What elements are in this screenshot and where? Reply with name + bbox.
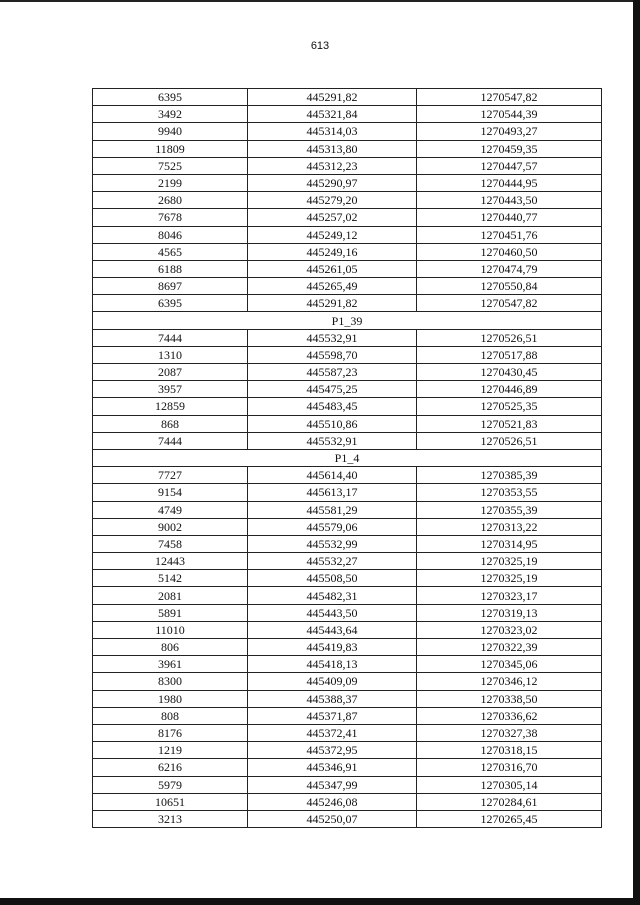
point-number-cell: 3957 (93, 381, 248, 398)
x-coordinate-cell: 445249,16 (248, 243, 417, 260)
y-coordinate-cell: 1270325,19 (417, 570, 602, 587)
point-number-cell: 4749 (93, 501, 248, 518)
table-row (93, 467, 602, 484)
table-row (93, 707, 602, 724)
section-label: P1_4 (93, 449, 602, 466)
y-coordinate-cell: 1270430,45 (417, 364, 602, 381)
x-coordinate-cell: 445614,40 (248, 467, 417, 484)
table-row (93, 381, 602, 398)
x-coordinate-cell: 445250,07 (248, 810, 417, 827)
table-row (93, 415, 602, 432)
table-row (93, 192, 602, 209)
table-row (93, 278, 602, 295)
point-number-cell: 5142 (93, 570, 248, 587)
table-row (93, 329, 602, 346)
table-row (93, 553, 602, 570)
table-row (93, 673, 602, 690)
y-coordinate-cell: 1270336,62 (417, 707, 602, 724)
table-row (93, 398, 602, 415)
point-number-cell: 7444 (93, 329, 248, 346)
table-row (93, 157, 602, 174)
table-row (93, 174, 602, 191)
x-coordinate-cell: 445510,86 (248, 415, 417, 432)
point-number-cell: 6395 (93, 295, 248, 312)
x-coordinate-cell: 445581,29 (248, 501, 417, 518)
x-coordinate-cell: 445508,50 (248, 570, 417, 587)
x-coordinate-cell: 445482,31 (248, 587, 417, 604)
point-number-cell: 7525 (93, 157, 248, 174)
point-number-cell: 8697 (93, 278, 248, 295)
scan-edge-right (633, 0, 640, 905)
page-number: 613 (310, 40, 330, 52)
x-coordinate-cell: 445371,87 (248, 707, 417, 724)
x-coordinate-cell: 445249,12 (248, 226, 417, 243)
table-row (93, 587, 602, 604)
table-row (93, 123, 602, 140)
table-row (93, 501, 602, 518)
point-number-cell: 5891 (93, 604, 248, 621)
y-coordinate-cell: 1270525,35 (417, 398, 602, 415)
point-number-cell: 10651 (93, 793, 248, 810)
scan-edge-bottom (0, 898, 640, 905)
point-number-cell: 1310 (93, 346, 248, 363)
point-number-cell: 12443 (93, 553, 248, 570)
table-row (93, 656, 602, 673)
point-number-cell: 2087 (93, 364, 248, 381)
scan-edge-top (0, 0, 640, 2)
y-coordinate-cell: 1270526,51 (417, 329, 602, 346)
x-coordinate-cell: 445246,08 (248, 793, 417, 810)
x-coordinate-cell: 445346,91 (248, 759, 417, 776)
point-number-cell: 6395 (93, 89, 248, 106)
x-coordinate-cell: 445579,06 (248, 518, 417, 535)
y-coordinate-cell: 1270313,22 (417, 518, 602, 535)
point-number-cell: 7727 (93, 467, 248, 484)
y-coordinate-cell: 1270323,17 (417, 587, 602, 604)
table-row (93, 570, 602, 587)
table-row (93, 260, 602, 277)
point-number-cell: 11809 (93, 140, 248, 157)
table-row (93, 140, 602, 157)
table-row (93, 759, 602, 776)
y-coordinate-cell: 1270443,50 (417, 192, 602, 209)
table-row (93, 518, 602, 535)
y-coordinate-cell: 1270323,02 (417, 621, 602, 638)
point-number-cell: 7444 (93, 432, 248, 449)
y-coordinate-cell: 1270316,70 (417, 759, 602, 776)
table-row (93, 106, 602, 123)
point-number-cell: 8300 (93, 673, 248, 690)
x-coordinate-cell: 445587,23 (248, 364, 417, 381)
table-row (93, 724, 602, 741)
y-coordinate-cell: 1270355,39 (417, 501, 602, 518)
x-coordinate-cell: 445532,99 (248, 535, 417, 552)
x-coordinate-cell: 445483,45 (248, 398, 417, 415)
table-row (93, 690, 602, 707)
table-row (93, 484, 602, 501)
x-coordinate-cell: 445419,83 (248, 639, 417, 656)
x-coordinate-cell: 445321,84 (248, 106, 417, 123)
y-coordinate-cell: 1270325,19 (417, 553, 602, 570)
y-coordinate-cell: 1270451,76 (417, 226, 602, 243)
table-row (93, 604, 602, 621)
table-row (93, 535, 602, 552)
x-coordinate-cell: 445312,23 (248, 157, 417, 174)
x-coordinate-cell: 445443,64 (248, 621, 417, 638)
y-coordinate-cell: 1270353,55 (417, 484, 602, 501)
point-number-cell: 2199 (93, 174, 248, 191)
y-coordinate-cell: 1270526,51 (417, 432, 602, 449)
point-number-cell: 7678 (93, 209, 248, 226)
x-coordinate-cell: 445257,02 (248, 209, 417, 226)
x-coordinate-cell: 445613,17 (248, 484, 417, 501)
table-row (93, 639, 602, 656)
point-number-cell: 7458 (93, 535, 248, 552)
section-label: P1_39 (93, 312, 602, 329)
point-number-cell: 3961 (93, 656, 248, 673)
point-number-cell: 12859 (93, 398, 248, 415)
y-coordinate-cell: 1270444,95 (417, 174, 602, 191)
point-number-cell: 5979 (93, 776, 248, 793)
point-number-cell: 6188 (93, 260, 248, 277)
table-row (93, 243, 602, 260)
x-coordinate-cell: 445598,70 (248, 346, 417, 363)
y-coordinate-cell: 1270544,39 (417, 106, 602, 123)
y-coordinate-cell: 1270385,39 (417, 467, 602, 484)
table-row (93, 742, 602, 759)
x-coordinate-cell: 445372,95 (248, 742, 417, 759)
table-row (93, 793, 602, 810)
point-number-cell: 9154 (93, 484, 248, 501)
point-number-cell: 4565 (93, 243, 248, 260)
y-coordinate-cell: 1270493,27 (417, 123, 602, 140)
y-coordinate-cell: 1270265,45 (417, 810, 602, 827)
x-coordinate-cell: 445388,37 (248, 690, 417, 707)
y-coordinate-cell: 1270460,50 (417, 243, 602, 260)
point-number-cell: 1219 (93, 742, 248, 759)
y-coordinate-cell: 1270318,15 (417, 742, 602, 759)
y-coordinate-cell: 1270547,82 (417, 89, 602, 106)
point-number-cell: 2680 (93, 192, 248, 209)
point-number-cell: 8046 (93, 226, 248, 243)
x-coordinate-cell: 445290,97 (248, 174, 417, 191)
x-coordinate-cell: 445443,50 (248, 604, 417, 621)
point-number-cell: 3492 (93, 106, 248, 123)
table-row (93, 364, 602, 381)
y-coordinate-cell: 1270345,06 (417, 656, 602, 673)
point-number-cell: 3213 (93, 810, 248, 827)
y-coordinate-cell: 1270327,38 (417, 724, 602, 741)
x-coordinate-cell: 445532,27 (248, 553, 417, 570)
x-coordinate-cell: 445347,99 (248, 776, 417, 793)
x-coordinate-cell: 445532,91 (248, 432, 417, 449)
y-coordinate-cell: 1270305,14 (417, 776, 602, 793)
point-number-cell: 806 (93, 639, 248, 656)
y-coordinate-cell: 1270338,50 (417, 690, 602, 707)
x-coordinate-cell: 445261,05 (248, 260, 417, 277)
y-coordinate-cell: 1270284,61 (417, 793, 602, 810)
y-coordinate-cell: 1270521,83 (417, 415, 602, 432)
y-coordinate-cell: 1270319,13 (417, 604, 602, 621)
y-coordinate-cell: 1270314,95 (417, 535, 602, 552)
section-header-row (93, 449, 602, 466)
point-number-cell: 808 (93, 707, 248, 724)
x-coordinate-cell: 445291,82 (248, 295, 417, 312)
point-number-cell: 6216 (93, 759, 248, 776)
table-row (93, 226, 602, 243)
table-row (93, 810, 602, 827)
point-number-cell: 9940 (93, 123, 248, 140)
y-coordinate-cell: 1270550,84 (417, 278, 602, 295)
point-number-cell: 11010 (93, 621, 248, 638)
y-coordinate-cell: 1270517,88 (417, 346, 602, 363)
table-row (93, 209, 602, 226)
table-row (93, 621, 602, 638)
table-row (93, 346, 602, 363)
x-coordinate-cell: 445532,91 (248, 329, 417, 346)
point-number-cell: 868 (93, 415, 248, 432)
x-coordinate-cell: 445279,20 (248, 192, 417, 209)
table-row (93, 295, 602, 312)
x-coordinate-cell: 445475,25 (248, 381, 417, 398)
point-number-cell: 9002 (93, 518, 248, 535)
y-coordinate-cell: 1270474,79 (417, 260, 602, 277)
x-coordinate-cell: 445265,49 (248, 278, 417, 295)
coordinates-table (92, 88, 602, 828)
x-coordinate-cell: 445372,41 (248, 724, 417, 741)
table-row (93, 89, 602, 106)
x-coordinate-cell: 445291,82 (248, 89, 417, 106)
x-coordinate-cell: 445313,80 (248, 140, 417, 157)
y-coordinate-cell: 1270440,77 (417, 209, 602, 226)
point-number-cell: 2081 (93, 587, 248, 604)
point-number-cell: 8176 (93, 724, 248, 741)
point-number-cell: 1980 (93, 690, 248, 707)
y-coordinate-cell: 1270547,82 (417, 295, 602, 312)
y-coordinate-cell: 1270346,12 (417, 673, 602, 690)
x-coordinate-cell: 445409,09 (248, 673, 417, 690)
y-coordinate-cell: 1270447,57 (417, 157, 602, 174)
y-coordinate-cell: 1270459,35 (417, 140, 602, 157)
table-row (93, 432, 602, 449)
y-coordinate-cell: 1270446,89 (417, 381, 602, 398)
table-row (93, 776, 602, 793)
x-coordinate-cell: 445314,03 (248, 123, 417, 140)
coordinates-table-body (93, 89, 602, 828)
section-header-row (93, 312, 602, 329)
y-coordinate-cell: 1270322,39 (417, 639, 602, 656)
x-coordinate-cell: 445418,13 (248, 656, 417, 673)
